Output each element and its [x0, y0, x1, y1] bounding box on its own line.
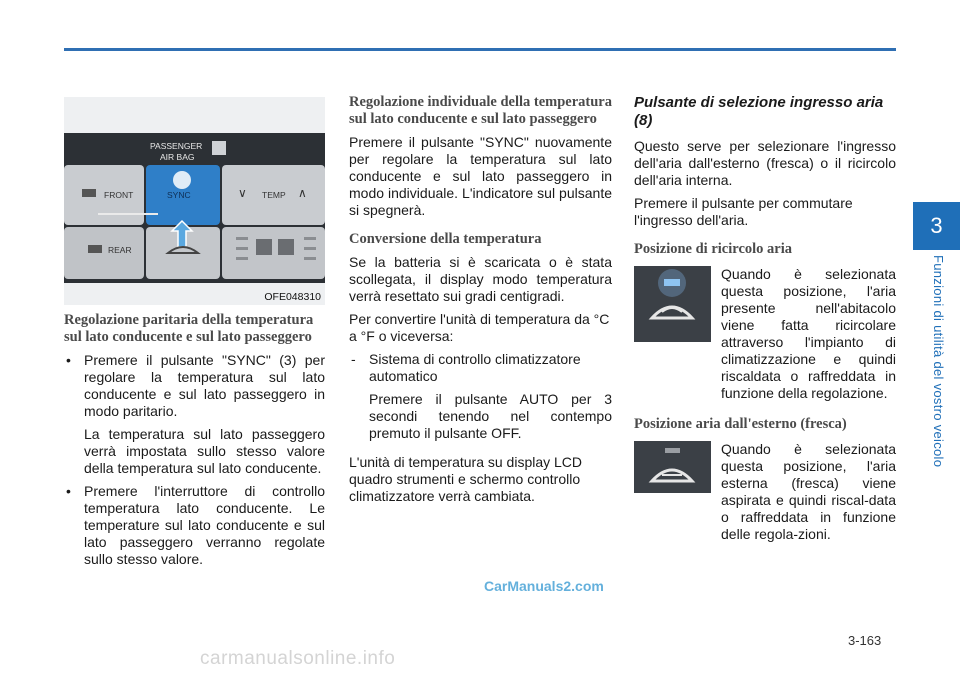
- page-number: 3-163: [848, 633, 882, 648]
- bullet-item: [64, 352, 325, 420]
- bullet-item: [64, 483, 325, 568]
- dash-item: [349, 351, 612, 385]
- figure-code: OFE048310: [264, 291, 321, 303]
- fresh-air-button-image: [634, 441, 711, 493]
- site-watermark: carmanualsonline.info: [200, 648, 396, 669]
- airbag-label: AIR BAG: [160, 152, 195, 162]
- climate-panel-illustration: [64, 97, 325, 305]
- bullet-text: Premere l'interruttore di controllo temperatura lato conducente. Le temperature sul lato conducente e sul lato passeggero verranno regolate sullo stesso valore.: [84, 483, 325, 567]
- fresh-air-text: Quando è selezionata questa posizione, l'aria esterna (fresca) viene aspirata e quindi riscal-data o raffreddata in funzione delle regola-zioni.: [721, 441, 896, 542]
- recirculation-icon: [634, 266, 711, 342]
- carmanuals-watermark: CarManuals2.com: [484, 578, 604, 594]
- sync-label: SYNC: [167, 190, 191, 200]
- recirculation-button-image: [634, 266, 711, 342]
- header-rule: [64, 48, 896, 51]
- paragraph: Questo serve per selezionare l'ingresso dell'aria dall'esterno (fresca) o il ricircolo dell'aria interna.: [634, 138, 896, 188]
- temp-up-glyph: ∧: [298, 186, 307, 200]
- passenger-label: PASSENGER: [150, 141, 203, 151]
- section-heading: Conversione della temperatura: [349, 231, 542, 247]
- section-heading: Regolazione individuale della temperatura sul lato conducente e sul lato passeggero: [349, 94, 612, 127]
- paragraph: L'unità di temperatura su display LCD quadro strumenti e schermo controllo climatizzatore verrà cambiata.: [349, 454, 583, 504]
- section-heading: Regolazione paritaria della temperatura sul lato conducente e sul lato passeggero: [64, 312, 314, 345]
- climate-panel-figure: [64, 97, 325, 305]
- bullet-symbol: •: [66, 483, 71, 499]
- recirculation-text: Quando è selezionata questa posizione, l'aria presente nell'abitacolo viene fatta ricircolare attraverso l'impianto di climatizzazione e quindi riscaldata o raffreddata in funzione della regolazione.: [721, 266, 896, 401]
- dash-subtext: Premere il pulsante AUTO per 3 secondi tenendo nel contempo premuto il pulsante OFF.: [369, 391, 612, 441]
- dash-symbol: -: [351, 351, 356, 367]
- fresh-air-icon: [634, 441, 711, 493]
- dash-text: Sistema di controllo climatizzatore automatico: [369, 351, 581, 384]
- temp-label: TEMP: [262, 190, 286, 200]
- temp-down-glyph: ∨: [238, 186, 247, 200]
- column-2: [349, 94, 612, 505]
- sub-heading: Posizione aria dall'esterno (fresca): [634, 416, 847, 432]
- rear-label: REAR: [108, 245, 132, 255]
- paragraph: Per convertire l'unità di temperatura da °C a °F o viceversa:: [349, 311, 610, 344]
- column-1: [64, 94, 325, 568]
- recirculation-block: [634, 266, 896, 402]
- bullet-continuation: La temperatura sul lato passeggero verrà impostata sullo stesso valore della temperatura sul lato conducente.: [84, 426, 325, 476]
- chapter-tab: 3: [913, 202, 960, 250]
- sub-heading: Posizione di ricircolo aria: [634, 241, 792, 257]
- bullet-text: Premere il pulsante "SYNC" (3) per regolare la temperatura sul lato conducente e sul lato passeggero in modo paritario.: [84, 352, 325, 419]
- column-3: [634, 94, 896, 543]
- chapter-title: Funzioni di utilità del vostro veicolo: [931, 255, 946, 468]
- bullet-symbol: •: [66, 352, 71, 368]
- paragraph: Se la batteria si è scaricata o è stata scollegata, il display modo temperatura verrà resettato sui gradi centigradi.: [349, 254, 612, 304]
- front-label: FRONT: [104, 190, 134, 200]
- paragraph: Premere il pulsante "SYNC" nuovamente per regolare la temperatura sul lato conducente e sul lato passeggero in modo individuale. L'indicatore sul pulsante si spegnerà.: [349, 134, 612, 218]
- fresh-air-block: [634, 441, 896, 543]
- section-heading: Pulsante di selezione ingresso aria (8): [634, 94, 884, 129]
- paragraph: Premere il pulsante per commutare l'ingresso dell'aria.: [634, 195, 853, 228]
